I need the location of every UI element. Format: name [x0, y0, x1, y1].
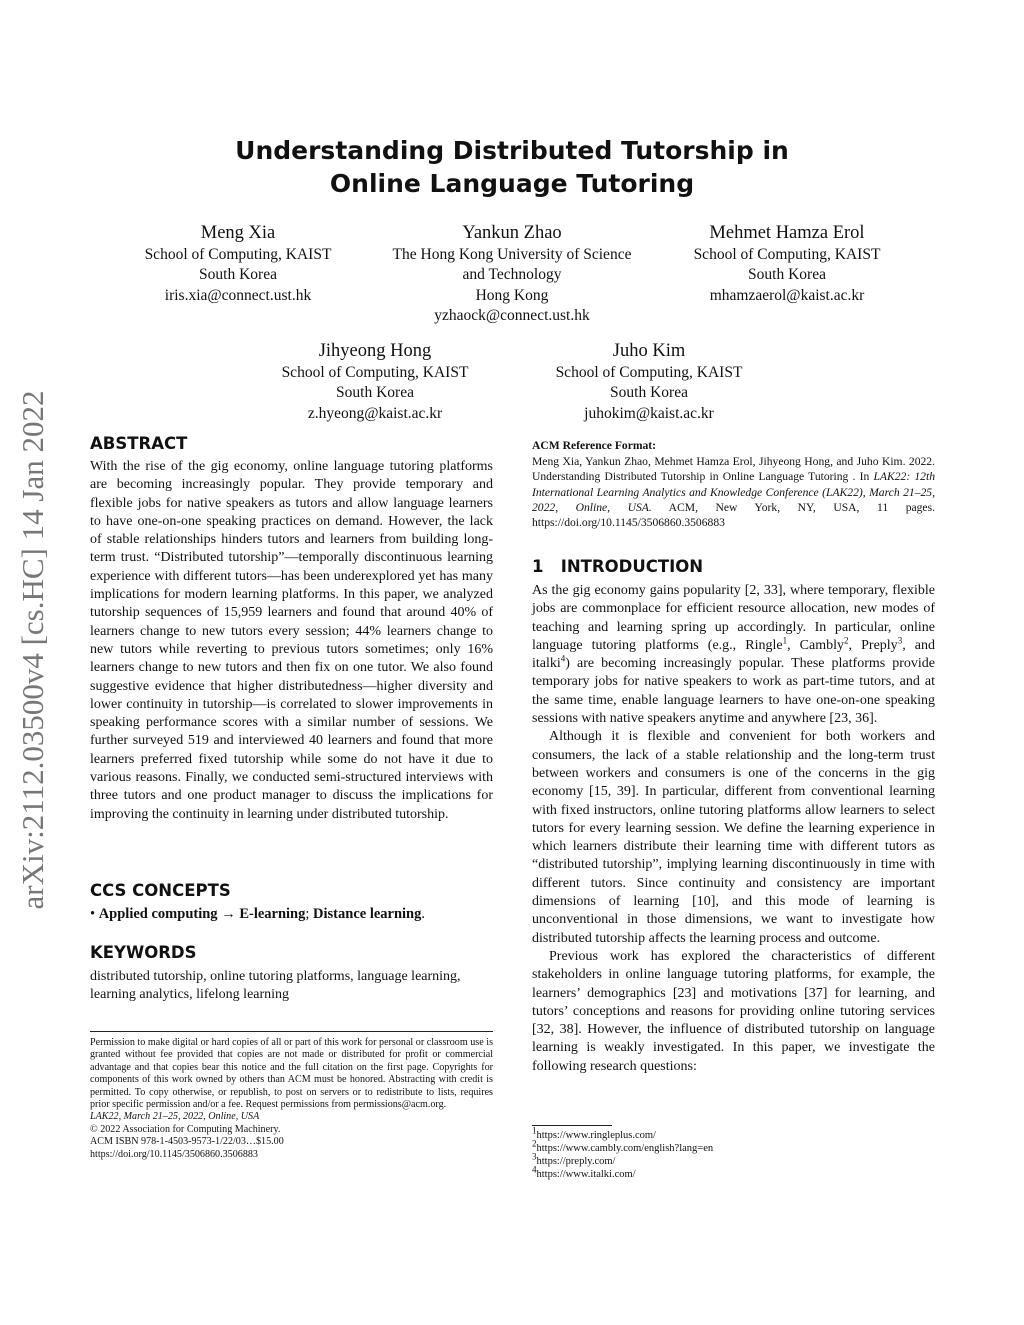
- acm-ref-text: [532, 454, 935, 530]
- footnote-number: 1: [532, 1125, 537, 1136]
- author-affiliation: The Hong Kong University of Science: [392, 246, 632, 263]
- author-affiliation: School of Computing, KAIST: [693, 246, 881, 263]
- author-country: South Korea: [336, 384, 414, 402]
- ccs-sep: ;: [305, 906, 310, 922]
- footnotes: [532, 1125, 935, 1182]
- acm-ref-heading: ACM Reference Format:: [532, 439, 657, 452]
- intro-text: As the gig economy gains popularity [2, 33], where temporary, flexible jobs are commonplace for efficient resource allocation, new modes of teaching and learning spring up accordingly. In particular, online language tutoring platforms (e.g., Ringle: [532, 583, 935, 653]
- footnote-item: [532, 1138, 935, 1156]
- footnote-url[interactable]: https://preply.com/: [536, 1155, 616, 1167]
- footnote-url[interactable]: https://www.ringleplus.com/: [536, 1130, 656, 1141]
- author-affiliation: School of Computing, KAIST: [555, 364, 743, 381]
- intro-paragraph-3: Previous work has explored the characteristics of different stakeholders in online language tutoring platforms, for example, the learners’ demographics [23] and motivations [37] for learning, and tutors’ conceptions and reasons for providing online tutoring services [32, 38]. However, the influence of distributed tutorship on language learning is weakly investigated. In this paper, we investigate the following research questions:: [532, 948, 935, 1074]
- author-email: mhamzaerol@kaist.ac.kr: [709, 286, 865, 304]
- footnote-item: [532, 1125, 935, 1143]
- footnote-url[interactable]: https://www.cambly.com/english?lang=en: [536, 1142, 714, 1154]
- title-line-1: Understanding Distributed Tutorship in: [235, 136, 789, 165]
- keywords-text: distributed tutorship, online tutoring platforms, language learning, learning analytics, lifelong learning: [90, 969, 461, 1003]
- title-line-2: Online Language Tutoring: [329, 169, 695, 198]
- paper-title: [112, 134, 912, 200]
- abstract-text: With the rise of the gig economy, online language tutoring platforms are becoming increasingly popular. They provide temporary and flexible jobs for native speakers as tutors and allow language learners to have one-on-one speaking practices on demand. However, the lack of stable relationships hinders tutors and learners from building long-term trust. “Distributed tutorship”—temporally discontinuous learning experience with different tutors—has been underexplored yet has many implications for modern learning platforms. In this paper, we analyzed tutorship sequences of 15,959 learners and found that around 40% of learners change to new tutors every session; 44% learners change to new tutors while reverting to previous tutors sometimes; only 16% learners change to new tutors and then fix on one tutor. We also found suggestive evidence that higher distributedness—higher diversity and lower continuity in tutorship—is correlated to slower improvements in speaking performance scores with a similar number of sessions. We further surveyed 519 and interviewed 40 learners and found that more learners preferred fixed tutorship while some do not have it due to various reasons. Finally, we conducted semi-structured interviews with three tutors and one product manager to discuss the implications for improving the continuity in learning under distributed tutorship.: [90, 459, 493, 822]
- author-name: Mehmet Hamza Erol: [709, 223, 865, 243]
- author-affiliation: School of Computing, KAIST: [281, 364, 469, 381]
- permission-block: [90, 1037, 493, 1161]
- permission-divider: [90, 1031, 493, 1032]
- author-country: South Korea: [610, 384, 688, 402]
- section-number: 1: [532, 557, 544, 576]
- intro-paragraph-1: [532, 582, 935, 728]
- arxiv-stamp: arXiv:2112.03500v4 [cs.HC] 14 Jan 2022: [15, 390, 50, 910]
- permission-venue: LAK22, March 21–25, 2022, Online, USA: [90, 1111, 260, 1123]
- section-title: INTRODUCTION: [560, 557, 704, 576]
- author-name: Yankun Zhao: [462, 223, 562, 243]
- intro-body: [532, 582, 935, 1076]
- ccs-item: Applied computing: [98, 906, 218, 922]
- intro-paragraph-2: Although it is flexible and convenient for both workers and consumers, the lack of a stable relationship and the long-term trust between workers and consumers is one of the concerns in the gig economy [15, 39]. In particular, different from conventional learning with fixed instructors, online tutoring platforms allow learners to select tutors for every learning session. We define the learning experience in which learners distribute their learning time with different tutors as “distributed tutorship”, implying learning discontinuously in time with different tutors. Since continuity and consistency are important dimensions of learning [10], and this mode of learning is unconventional in those dimensions, we want to investigate how distributed tutorship affects the learning process and outcome.: [532, 729, 935, 946]
- acm-ref-line2: ACM, New York, NY, USA, 11 pages. https://doi.org/10.1145/3506860.3506883: [532, 500, 935, 530]
- permission-text: Permission to make digital or hard copies of all or part of this work for personal or classroom use is granted without fee provided that copies are not made or distributed for profit or commercial advantage and that copies bear this notice and the full citation on the first page. Copyrights for components of this work owned by others than ACM must be honored. Abstracting with credit is permitted. To copy otherwise, or republish, to post on servers or to redistribute to lists, requires prior specific permission and/or a fee. Request permissions from permissions@acm.org.: [90, 1037, 493, 1111]
- author-email: z.hyeong@kaist.ac.kr: [307, 404, 443, 422]
- ccs-end: .: [421, 906, 425, 922]
- footnote-item: [532, 1151, 935, 1169]
- author-name: Meng Xia: [200, 223, 276, 243]
- ccs-arrow: →: [221, 906, 236, 922]
- footnote-item: [532, 1164, 935, 1182]
- author-email: yzhaock@connect.ust.hk: [434, 306, 590, 324]
- permission-copyright: © 2022 Association for Computing Machinery.: [90, 1123, 281, 1135]
- ccs-sub2: Distance learning: [313, 906, 422, 922]
- acm-ref-line1: Meng Xia, Yankun Zhao, Mehmet Hamza Erol, Jihyeong Hong, and Juho Kim. 2022. Understanding Distributed Tutorship in Online Language Tutoring . In: [532, 455, 935, 484]
- ccs-bullet: •: [90, 906, 96, 922]
- intro-heading: [532, 556, 935, 578]
- acm-ref-venue: LAK22: 12th International Learning Analytics and Knowledge Conference (LAK22), March 21–25, 2022, Online, USA.: [532, 470, 935, 514]
- footnote-ref: 2: [844, 635, 849, 646]
- footnote-number: 4: [532, 1164, 537, 1175]
- footnote-ref: 3: [897, 635, 903, 646]
- footnote-url[interactable]: https://www.italki.com/: [536, 1168, 636, 1180]
- author-block: [529, 339, 769, 424]
- ccs-sub1: E-learning: [239, 906, 306, 922]
- footnote-ref: 1: [782, 635, 788, 646]
- permission-isbn: ACM ISBN 978-1-4503-9573-1/22/03…$15.00: [90, 1136, 284, 1148]
- footnote-number: 3: [532, 1151, 537, 1162]
- author-country: South Korea: [199, 266, 277, 284]
- intro-text: , and italki: [532, 637, 935, 672]
- intro-text: , Preply: [848, 637, 898, 653]
- author-block: [667, 221, 907, 306]
- abstract-heading: ABSTRACT: [90, 434, 188, 453]
- footnote-number: 2: [532, 1138, 537, 1149]
- author-block: [372, 221, 652, 326]
- keywords-heading: KEYWORDS: [90, 943, 197, 962]
- ccs-heading: CCS CONCEPTS: [90, 881, 231, 900]
- author-affiliation: and Technology: [462, 266, 562, 284]
- author-block: [118, 221, 358, 306]
- author-affiliation: School of Computing, KAIST: [144, 246, 332, 263]
- footnote-ref: 4: [560, 653, 566, 664]
- footnote-divider: [532, 1125, 612, 1126]
- author-name: Juho Kim: [612, 341, 686, 361]
- author-name: Jihyeong Hong: [318, 341, 432, 361]
- intro-text: , Cambly: [787, 637, 845, 653]
- author-country: Hong Kong: [475, 286, 549, 304]
- author-email: iris.xia@connect.ust.hk: [164, 286, 312, 304]
- ccs-concepts: [90, 905, 493, 923]
- permission-doi: https://doi.org/10.1145/3506860.3506883: [90, 1148, 258, 1160]
- intro-text: ) are becoming increasingly popular. These platforms provide temporary jobs for native speakers to work as part-time tutors, and at the same time, enable language learners to have one-on-one speaking sessions with native speakers anytime and anywhere [23, 36].: [532, 656, 935, 727]
- author-email: juhokim@kaist.ac.kr: [584, 404, 714, 422]
- author-country: South Korea: [748, 266, 826, 284]
- author-block: [255, 339, 495, 424]
